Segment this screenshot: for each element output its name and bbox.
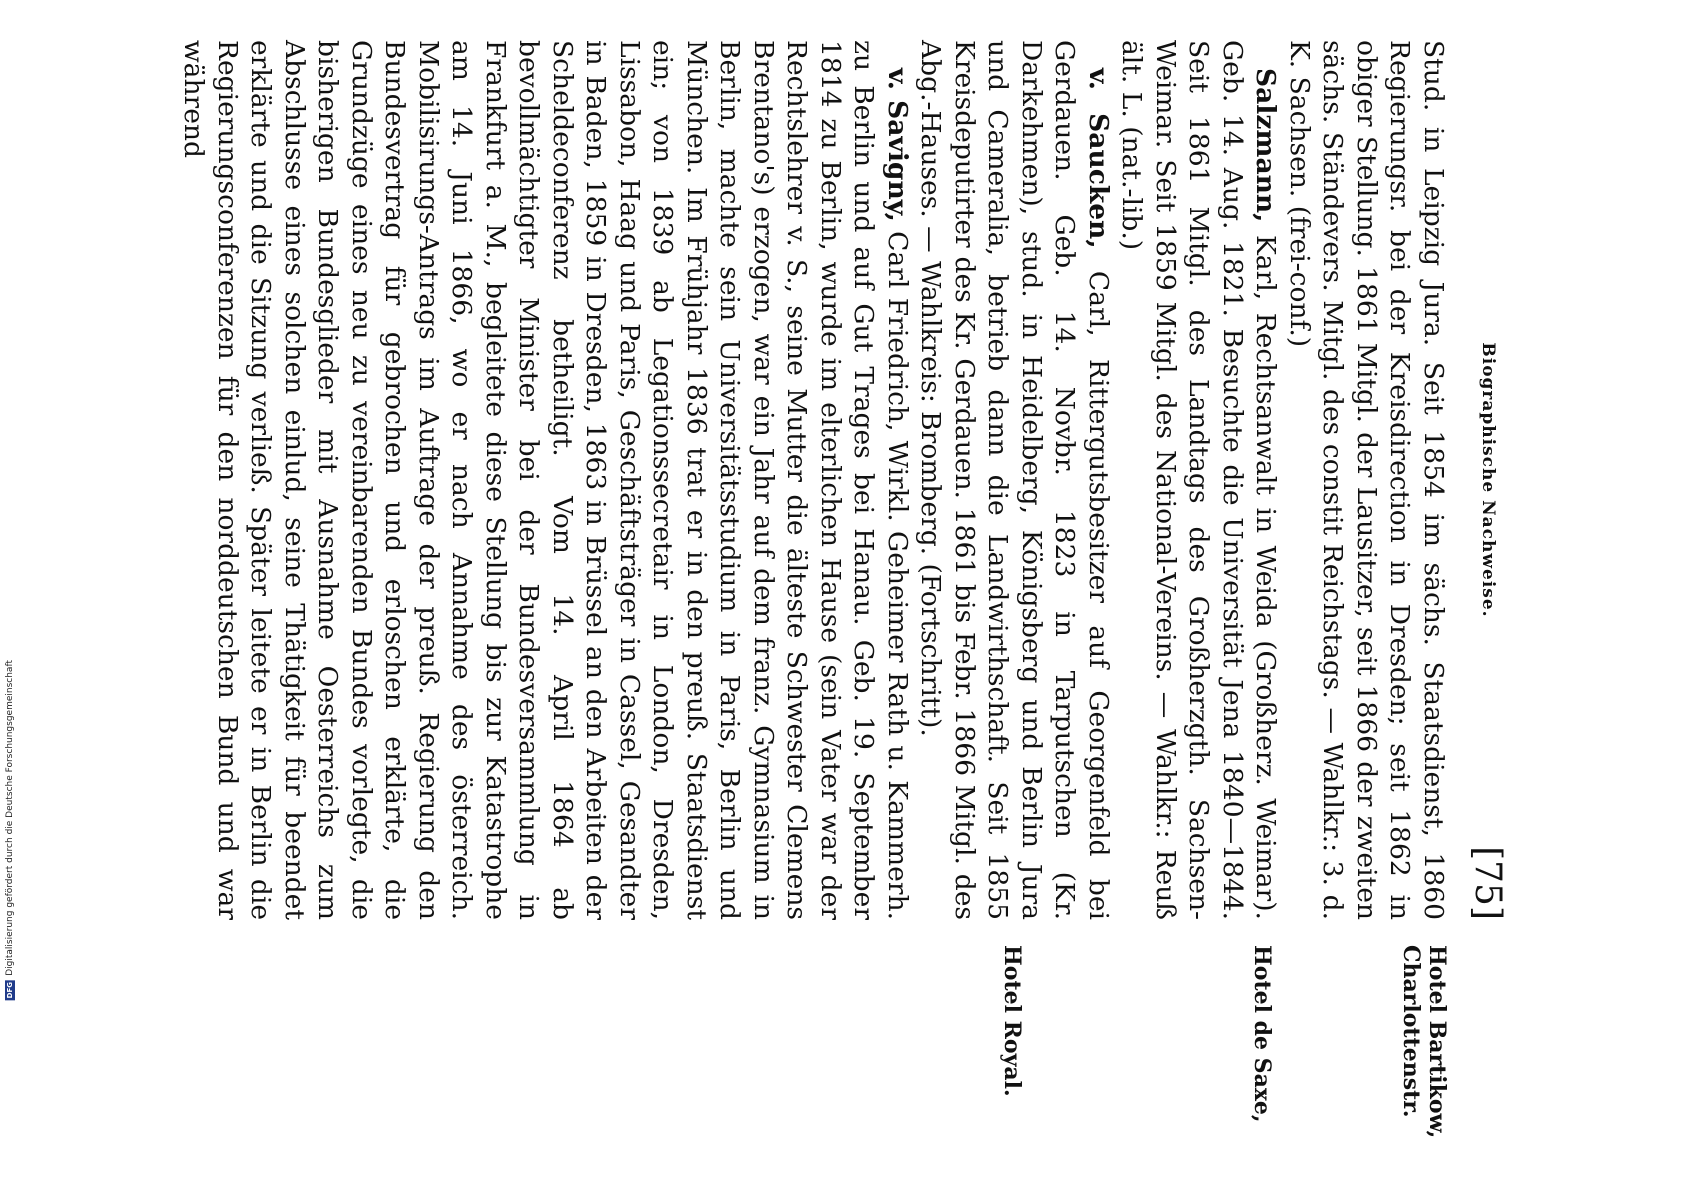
margin-note-royal: Hotel Royal.	[999, 945, 1025, 1097]
running-head: Biographische Nachweise.	[1478, 342, 1498, 618]
body-text	[177, 40, 1450, 920]
scan-credit	[2, 600, 18, 1000]
scanned-page	[160, 40, 1580, 1139]
entry-name: v. Saucken,	[1083, 68, 1114, 249]
scan-credit-text: Digitalisierung gefördert durch die Deutsche Forschungsgemeinschaft	[5, 659, 15, 976]
margin-notes	[150, 945, 1450, 1139]
margin-note-bartikow: Hotel Bartikow, Charlottenstr.	[1398, 945, 1450, 1139]
biography-entry-savigny	[177, 40, 914, 920]
entry-name: Salzmann,	[1250, 68, 1282, 223]
margin-note-de-saxe: Hotel de Saxe,	[1249, 945, 1275, 1123]
entry-text: Carl, Rittergutsbesitzer auf Georgenfeld bei Gerdauen. Geb. 14. Novbr. 1823 in Tarputschen (Kr. Darkehmen), stud. in Heidelberg, Königsberg und Berlin Jura und Cameralia, betrieb dann die Landwirthschaft. Seit 1855 Kreisdeputirter des Kr. Gerdauen. 1861 bis Febr. 1866 Mitgl. des Abg.-Hauses. — Wahlkreis: Bromberg. (Fortschritt).	[915, 40, 1114, 920]
rotated-page	[160, 40, 1510, 1139]
paragraph-text: Stud. in Leipzig Jura. Seit 1854 im sächs. Staatsdienst, 1860 Regierungsr. bei der Kreisdirection in Dresden; seit 1862 in obiger Stellung. 1861 Mitgl. der Lausitzer, seit 1866 der zweiten sächs. Ständevers. Mitgl. des constit Reichstags. — Wahlkr.: 3. d. K. Sachsen. (frei-conf.)	[1284, 40, 1449, 920]
entry-text: Carl Friedrich, Wirkl. Geheimer Rath u. Kammerh. zu Berlin und auf Gut Trages bei Hanau. Geb. 19. September 1814 zu Berlin, wurde im elterlichen Hause (sein Vater war der Rechtslehrer v. S., seine Mutter die älteste Schwester Clemens Brentano's) erzogen, war ein Jahr auf dem franz. Gymnasium in Berlin, machte sein Universitätsstudium in Paris, Berlin und München. Im Frühjahr 1836 trat er in den preuß. Staatsdienst ein; von 1839 ab Legationssecretair in London, Dresden, Lissabon, Haag und Paris, Geschäftsträger in Cassel, Gesandter in Baden, 1859 in Dresden, 1863 in Brüssel an den Arbeiten der Scheldeconferenz betheiligt. Vom 14. April 1864 ab bevollmächtigter Minister bei der Bundesversammlung in Frankfurt a. M., begleitete diese Stellung bis zur Katastrophe am 14. Juni 1866, wo er nach Annahme des österreich. Mobilisirungs-Antrags im Auftrage der preuß. Regierung den Bundesvertrag für gebrochen und erloschen erklärte, die Grundzüge eines neu zu vereinbarenden Bundes vorlegte, die bisherigen Bundesglieder mit Ausnahme Oesterreichs zum Abschlusse eines solchen einlud, seine Thätigkeit für beendet erklärte und die Sitzung verließ. Später leitete er in Berlin die Regierungsconferenzen für den norddeutschen Bund und war während	[178, 40, 913, 920]
entry-text: Karl, Rechtsanwalt in Weida (Großherz. Weimar). Geb. 14. Aug. 1821. Besuchte die Universität Jena 1840—1844. Seit 1861 Mitgl. des Landtags des Großherzgth. Sachsen-Weimar. Seit 1859 Mitgl. des National-Vereins. — Wahlkr.: Reuß ält. L. (nat.-lib.)	[1116, 40, 1282, 920]
dfg-logo: DFG	[6, 981, 14, 998]
paragraph-continuation	[1283, 40, 1451, 920]
biography-entry-saucken	[914, 40, 1115, 920]
page-header	[1460, 40, 1510, 920]
biography-entry-salzmann	[1115, 40, 1283, 920]
entry-name: v. Savigny,	[882, 68, 913, 222]
page-number: [75]	[1467, 846, 1508, 920]
